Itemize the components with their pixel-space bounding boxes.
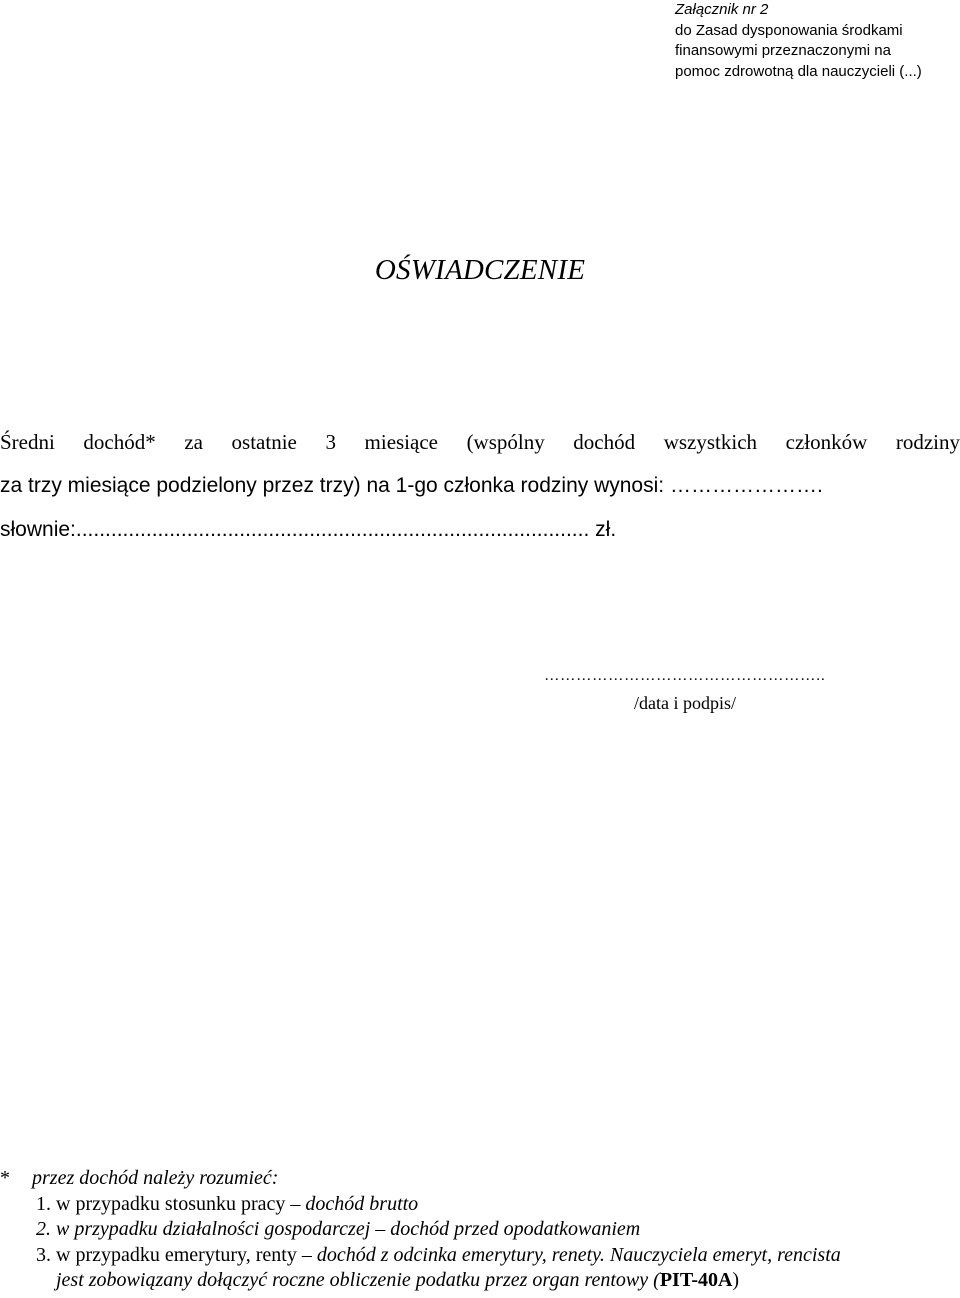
signature-line: …………………………………………….. (544, 668, 826, 684)
footnote-item-3-italic: dochód z odcinka emerytury, renety. Nauczyciela emeryt, rencista (316, 1243, 841, 1266)
footnote-asterisk: * (0, 1167, 10, 1189)
signature-block (520, 664, 850, 718)
footnote-intro (0, 1166, 960, 1192)
paragraph-line-2-text: za trzy miesiące podzielony przez trzy) na 1-go członka rodziny wynosi: (0, 474, 665, 497)
currency-label: zł. (589, 518, 617, 541)
document-title: OŚWIADCZENIE (374, 254, 586, 286)
footnote (0, 1166, 960, 1294)
annex-line-3: finansowymi przeznaczonymi na (675, 42, 891, 59)
paragraph-line-2 (0, 464, 960, 508)
income-statement-paragraph (0, 420, 960, 552)
footnote-item-3 (0, 1243, 960, 1269)
paragraph-line-3 (0, 508, 960, 552)
footnote-item-3-text: 3. w przypadku emerytury, renty – (36, 1243, 317, 1266)
footnote-item-3-close: ) (732, 1269, 740, 1291)
footnote-item-3-cont-text: jest zobowiązany dołączyć roczne obliczenie podatku przez organ rentowy ( (56, 1269, 660, 1291)
footnote-intro-text: przez dochód należy rozumieć: (32, 1167, 279, 1189)
in-words-label: słownie: (0, 518, 76, 541)
pit-40a-form: PIT-40A (659, 1269, 733, 1291)
footnote-item-1-text: 1. w przypadku stosunku pracy – (36, 1192, 306, 1215)
paragraph-line-1: Średni dochód* za ostatnie 3 miesiące (wspólny dochód wszystkich członków rodziny (0, 430, 960, 454)
footnote-item-2: 2. w przypadku działalności gospodarczej – dochód przed opodatkowaniem (36, 1218, 641, 1240)
income-amount-blank: …………………. (664, 474, 823, 497)
annex-number: Załącznik nr 2 (675, 1, 769, 18)
signature-label: /data i podpis/ (634, 693, 736, 713)
footnote-item-3-continued (0, 1268, 960, 1294)
annex-line-2: do Zasad dysponowania środkami (675, 21, 903, 39)
footnote-item-1 (0, 1192, 960, 1218)
annex-line-4: pomoc zdrowotną dla nauczycieli (...) (675, 62, 922, 80)
in-words-blank: ........................................................................................ (75, 518, 590, 541)
annex-header (675, 0, 955, 82)
footnote-item-1-italic: dochód brutto (305, 1192, 419, 1215)
